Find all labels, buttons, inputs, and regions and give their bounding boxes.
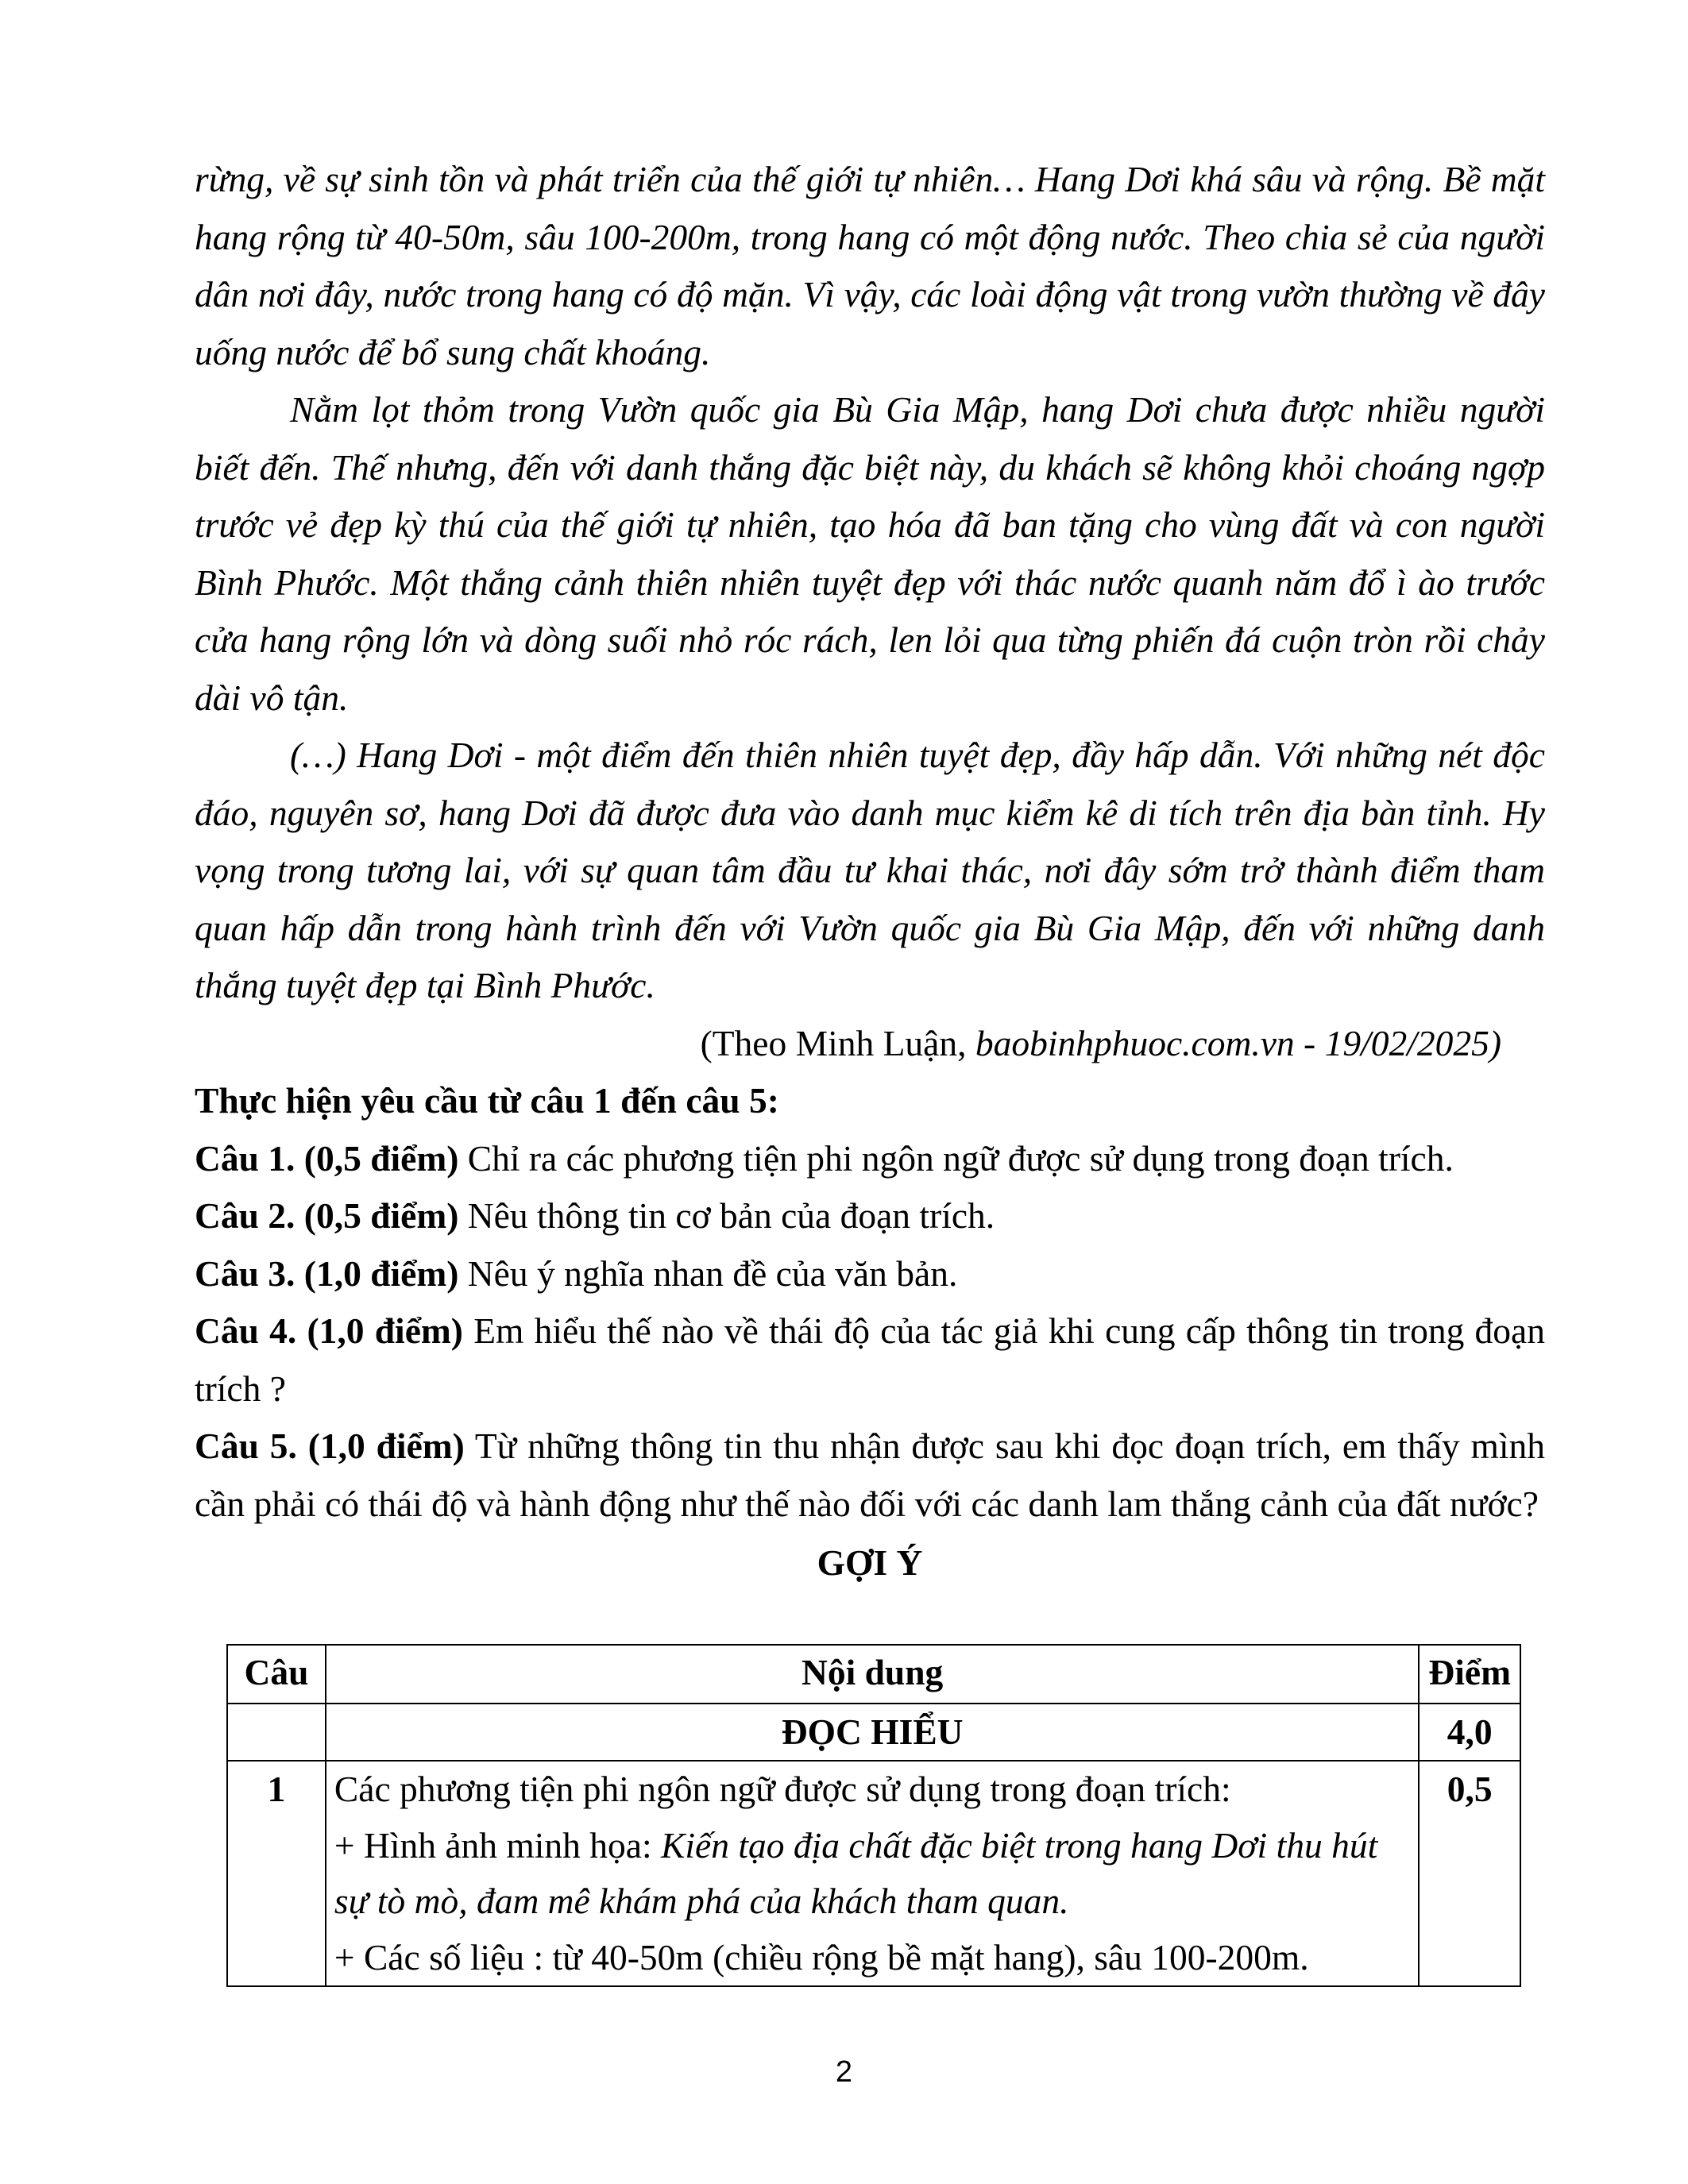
- question-1: [195, 1130, 1545, 1188]
- row-figures: + Các số liệu : từ 40-50m (chiều rộng bề mặt hang), sâu 100-200m.: [334, 1936, 1309, 1978]
- reading-passage: [195, 151, 1545, 1015]
- table-row: [227, 1761, 1520, 1986]
- row-question: 1: [227, 1761, 326, 1986]
- question-text: Chỉ ra các phương tiện phi ngôn ngữ được sử dụng trong đoạn trích.: [467, 1137, 1454, 1179]
- question-2: [195, 1187, 1545, 1245]
- question-label: Câu 5. (1,0 điểm): [195, 1426, 465, 1466]
- question-text: Em hiểu thế nào về thái độ của tác giả khi cung cấp thông tin trong đoạn trích ?: [195, 1310, 1545, 1409]
- row-image-line: [334, 1818, 1410, 1930]
- question-label: Câu 1. (0,5 điểm): [195, 1137, 459, 1179]
- passage-source: [195, 1015, 1545, 1073]
- passage-paragraph-1: rừng, về sự sinh tồn và phát triển của thế giới tự nhiên… Hang Dơi khá sâu và rộng. Bề mặt hang rộng từ 40-50m, sâu 100-200m, trong hang có một động nước. Theo chia sẻ của người dân nơi đây, nước trong hang có độ mặn. Vì vậy, các loài động vật trong vườn thường về đây uống nước để bổ sung chất khoáng.: [195, 159, 1545, 372]
- section-title: ĐỌC HIỂU: [326, 1704, 1419, 1761]
- page-number: 2: [835, 2055, 853, 2089]
- table-header-row: [227, 1645, 1520, 1704]
- source-site: baobinhphuoc.com.vn - 19/02/2025): [975, 1022, 1501, 1063]
- question-label: Câu 4. (1,0 điểm): [195, 1310, 463, 1351]
- passage-paragraph-3: (…) Hang Dơi - một điểm đến thiên nhiên tuyệt đẹp, đầy hấp dẫn. Với những nét độc đáo, nguyên sơ, hang Dơi đã được đưa vào danh mục kiểm kê di tích trên địa bàn tỉnh. Hy vọng trong tương lai, với sự quan tâm đầu tư khai thác, nơi đây sớm trở thành điểm tham quan hấp dẫn trong hành trình đến với Vườn quốc gia Bù Gia Mập, đến với những danh thắng tuyệt đẹp tại Bình Phước.: [195, 735, 1545, 1005]
- question-label: Câu 2. (0,5 điểm): [195, 1195, 459, 1236]
- header-points: Điểm: [1419, 1645, 1520, 1704]
- source-author: (Theo Minh Luận,: [700, 1022, 967, 1063]
- question-label: Câu 3. (1,0 điểm): [195, 1252, 459, 1294]
- question-text: Nêu thông tin cơ bản của đoạn trích.: [467, 1195, 995, 1236]
- document-page: [195, 151, 1545, 1592]
- row-intro: Các phương tiện phi ngôn ngữ được sử dụng trong đoạn trích:: [334, 1769, 1231, 1809]
- section-question: [227, 1704, 326, 1761]
- header-content: Nội dung: [326, 1645, 1419, 1704]
- passage-paragraph-2: Nằm lọt thỏm trong Vườn quốc gia Bù Gia Mập, hang Dơi chưa được nhiều người biết đến. Thế nhưng, đến với danh thắng đặc biệt này, du khách sẽ không khỏi choáng ngợp trước vẻ đẹp kỳ thú của thế giới tự nhiên, tạo hóa đã ban tặng cho vùng đất và con người Bình Phước. Một thắng cảnh thiên nhiên tuyệt đẹp với thác nước quanh năm đổ ì ào trước cửa hang rộng lớn và dòng suối nhỏ róc rách, len lỏi qua từng phiến đá cuộn tròn rồi chảy dài vô tận.: [195, 389, 1545, 718]
- question-text: Nêu ý nghĩa nhan đề của văn bản.: [467, 1252, 958, 1294]
- question-5: [195, 1418, 1545, 1533]
- question-text: Từ những thông tin thu nhận được sau khi đọc đoạn trích, em thấy mình cần phải có thái độ và hành động như thế nào đối với các danh lam thắng cảnh của đất nước?: [195, 1426, 1546, 1524]
- row-content: [326, 1761, 1419, 1986]
- header-question: Câu: [227, 1645, 326, 1704]
- image-prefix: + Hình ảnh minh họa:: [334, 1824, 662, 1866]
- row-points: 0,5: [1419, 1761, 1520, 1986]
- answer-key-table: [226, 1644, 1521, 1987]
- tasks-title: Thực hiện yêu cầu từ câu 1 đến câu 5:: [195, 1080, 779, 1121]
- section-points: 4,0: [1419, 1704, 1520, 1761]
- question-3: [195, 1245, 1545, 1303]
- image-caption: Kiến tạo địa chất đặc biệt trong hang Dơi thu hút sự tò mò, đam mê khám phá của khách tham quan.: [334, 1824, 1378, 1921]
- hint-title: GỢI Ý: [817, 1542, 923, 1583]
- question-4: [195, 1302, 1545, 1418]
- section-row: [227, 1704, 1520, 1761]
